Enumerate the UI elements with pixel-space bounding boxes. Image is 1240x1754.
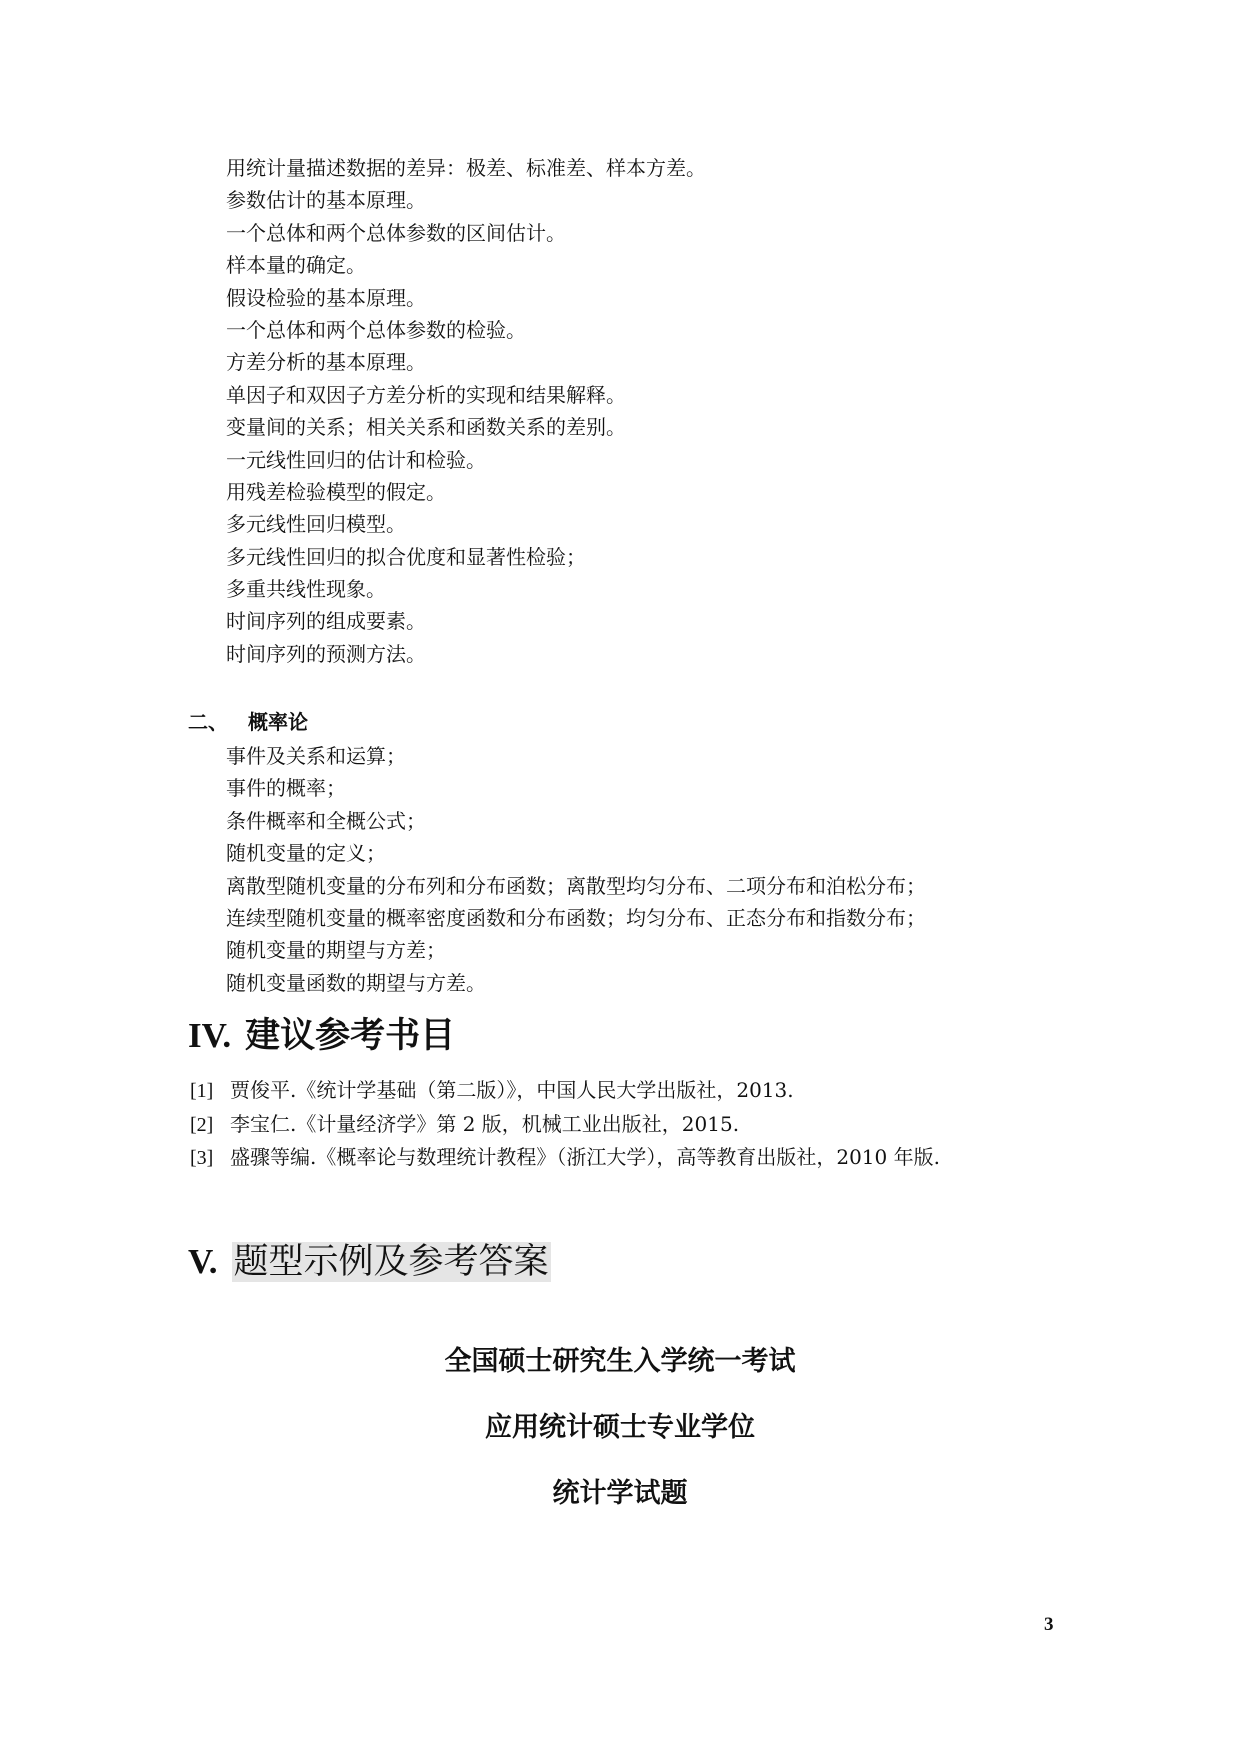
section-heading-sample-questions — [188, 1238, 551, 1286]
list-item-text: 参数估计的基本原理。 — [226, 188, 426, 213]
list-item-text: 事件及关系和运算； — [226, 744, 406, 768]
list-item-text: 多重共线性现象。 — [226, 577, 386, 602]
list-item-text: 假设检验的基本原理。 — [226, 285, 426, 310]
page-number: 3 — [1044, 1614, 1054, 1635]
list-item-text: 样本量的确定。 — [226, 253, 366, 278]
section-title: 概率论 — [248, 710, 308, 734]
exam-title-line-2: 应用统计硕士专业学位 — [485, 1412, 755, 1443]
list-item-text: 多元线性回归的拟合优度和显著性检验； — [226, 544, 586, 569]
list-item-text: 方差分析的基本原理。 — [226, 350, 426, 375]
list-item-text: 时间序列的预测方法。 — [226, 641, 426, 666]
section-title: 建议参考书目 — [245, 1016, 456, 1056]
list-item-text: 多元线性回归模型。 — [226, 512, 406, 537]
list-item-text: 条件概率和全概公式； — [226, 808, 426, 833]
reference-tag: [3] — [190, 1147, 214, 1169]
exam-title-line-1: 全国硕士研究生入学统一考试 — [444, 1346, 796, 1377]
section-heading-probability — [188, 707, 308, 737]
list-item-text: 连续型随机变量的概率密度函数和分布函数；均匀分布、正态分布和指数分布； — [226, 905, 926, 930]
section-heading-references — [188, 1012, 455, 1060]
list-item-text: 单因子和双因子方差分析的实现和结果解释。 — [226, 382, 626, 407]
reference-item — [190, 1108, 940, 1142]
list-item-text: 一个总体和两个总体参数的检验。 — [226, 317, 526, 342]
reference-text: 盛骤等编.《概率论与数理统计教程》（浙江大学），高等教育出版社，2010 年版. — [230, 1145, 940, 1169]
reference-tag: [1] — [190, 1080, 214, 1102]
reference-tag: [2] — [190, 1113, 214, 1136]
list-item-text: 随机变量函数的期望与方差。 — [226, 970, 486, 995]
section-roman-numeral: V. — [188, 1242, 218, 1281]
list-item-text: 事件的概率； — [226, 776, 346, 801]
list-item-text: 随机变量的定义； — [226, 841, 386, 866]
section-title: 题型示例及参考答案 — [233, 1242, 549, 1282]
list-item-text: 用统计量描述数据的差异：极差、标准差、样本方差。 — [226, 156, 706, 180]
list-item-text: 一个总体和两个总体参数的区间估计。 — [226, 220, 566, 245]
exam-title-line-3: 统计学试题 — [552, 1478, 688, 1509]
section-roman-numeral: IV. — [188, 1016, 232, 1055]
reference-list — [190, 1074, 940, 1175]
reference-text: 贾俊平.《统计学基础（第二版）》，中国人民大学出版社，2013. — [230, 1078, 794, 1102]
reference-item — [190, 1141, 940, 1175]
reference-text: 李宝仁.《计量经济学》第 2 版，机械工业出版社，2015. — [230, 1111, 740, 1136]
reference-item — [190, 1074, 940, 1108]
list-item-text: 一元线性回归的估计和检验。 — [226, 447, 486, 472]
list-item-text: 离散型随机变量的分布列和分布函数；离散型均匀分布、二项分布和泊松分布； — [226, 873, 926, 898]
list-item-text: 时间序列的组成要素。 — [226, 609, 426, 634]
list-item-text: 变量间的关系；相关关系和函数关系的差别。 — [226, 415, 626, 440]
list-item-text: 随机变量的期望与方差； — [226, 938, 446, 963]
section-number: 二、 — [188, 710, 228, 734]
list-item-text: 用残差检验模型的假定。 — [226, 479, 446, 504]
